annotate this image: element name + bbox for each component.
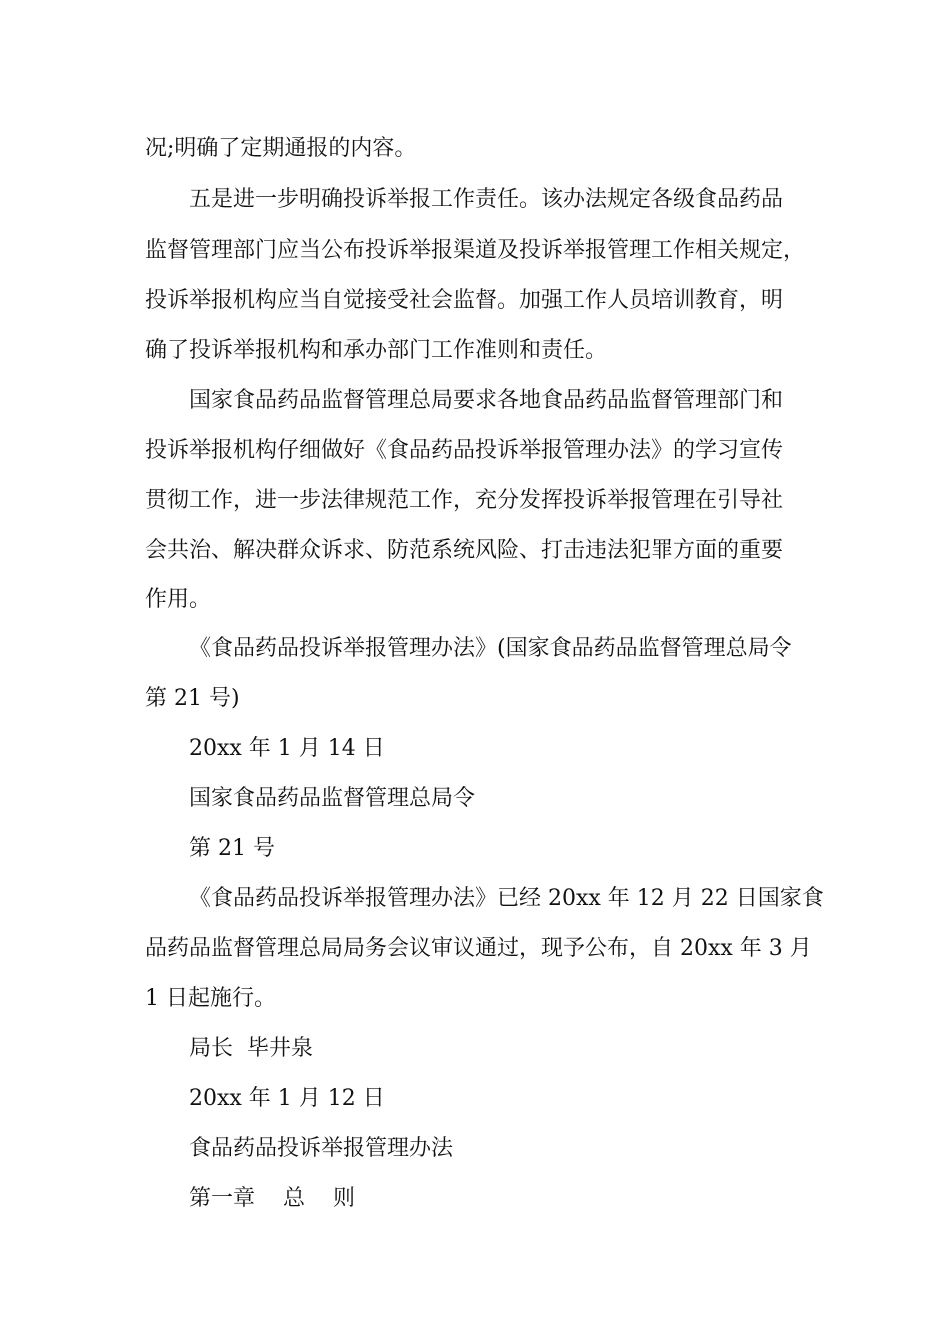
text-line: 况;明确了定期通报的内容。	[145, 136, 417, 161]
text-line: 五是进一步明确投诉举报工作责任。该办法规定各级食品药品	[189, 187, 784, 212]
text-line: 《食品药品投诉举报管理办法》已经 20xx 年 12 月 22 日国家食	[189, 886, 824, 911]
text-line: 第 21 号)	[145, 686, 240, 711]
text-line: 品药品监督管理总局局务会议审议通过，现予公布，自 20xx 年 3 月	[145, 936, 812, 961]
date-line: 20xx 年 1 月 12 日	[189, 1086, 385, 1111]
regulation-title: 食品药品投诉举报管理办法	[189, 1136, 454, 1161]
date-line: 20xx 年 1 月 14 日	[189, 736, 385, 761]
chapter-heading: 第一章 总 则	[189, 1186, 355, 1211]
text-line: 1 日起施行。	[145, 986, 276, 1011]
text-line: 会共治、解决群众诉求、防范系统风险、打击违法犯罪方面的重要	[145, 538, 784, 563]
decree-title: 国家食品药品监督管理总局令	[189, 786, 476, 811]
text-line: 贯彻工作，进一步法律规范工作，充分发挥投诉举报管理在引导社	[145, 488, 784, 513]
text-line: 作用。	[145, 587, 212, 612]
text-line: 确了投诉举报机构和承办部门工作准则和责任。	[145, 338, 608, 363]
decree-number: 第 21 号	[189, 836, 275, 861]
text-line: 监督管理部门应当公布投诉举报渠道及投诉举报管理工作相关规定，	[145, 238, 806, 263]
text-line: 投诉举报机构应当自觉接受社会监督。加强工作人员培训教育，明	[145, 288, 784, 313]
text-line: 投诉举报机构仔细做好《食品药品投诉举报管理办法》的学习宣传	[145, 438, 784, 463]
signature-line: 局长 毕井泉	[189, 1036, 313, 1061]
text-line: 国家食品药品监督管理总局要求各地食品药品监督管理部门和	[189, 388, 784, 413]
text-line: 《食品药品投诉举报管理办法》(国家食品药品监督管理总局令	[189, 636, 792, 661]
